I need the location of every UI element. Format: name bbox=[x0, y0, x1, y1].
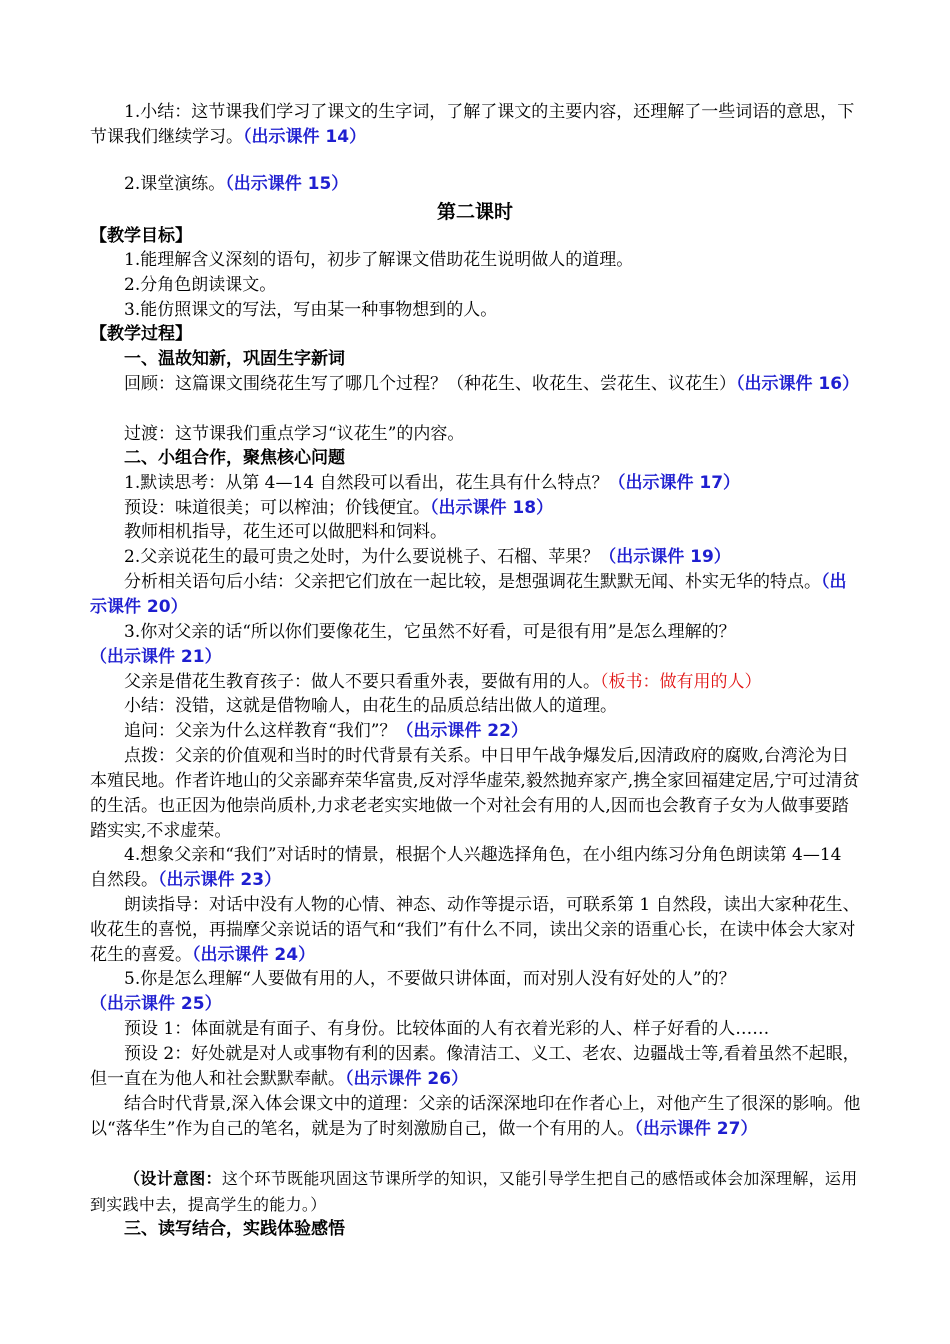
question-text: 5.你是怎么理解“人要做有用的人，不要做只讲体面，而对别人没有好处的人”的？ bbox=[124, 969, 736, 989]
preset-paragraph bbox=[90, 496, 862, 521]
context-text: 结合时代背景,深入体会课文中的道理：父亲的话深深地印在作者心上，对他产生了很深的影响。他以“落华生”作为自己的笔名，就是为了时刻激励自己，做一个有用的人。 bbox=[90, 1094, 861, 1139]
roleplay-text: 4.想象父亲和“我们”对话时的情景，根据个人兴趣选择角色，在小组内练习分角色朗读第 4—14 自然段。 bbox=[90, 845, 842, 890]
explanation-paragraph bbox=[90, 670, 862, 695]
design-intent-paragraph bbox=[90, 1166, 862, 1218]
preset-text: 预设 2：好处就是对人或事物有利的因素。像清洁工、义工、老农、边疆战士等,看着虽然不起眼，但一直在为他人和社会默默奉献。 bbox=[90, 1044, 860, 1089]
design-intent-text: 这个环节既能巩固这节课所学的知识，又能引导学生把自己的感悟或体会加深理解，运用到实践中去，提高学生的能力。） bbox=[90, 1169, 858, 1214]
summary-paragraph bbox=[90, 100, 862, 150]
analysis-text: 分析相关语句后小结：父亲把它们放在一起比较，是想强调花生默默无闻、朴实无华的特点。 bbox=[124, 572, 821, 592]
question-paragraph bbox=[90, 545, 862, 570]
courseware-ref: （出示课件 26） bbox=[345, 1069, 469, 1089]
board-note: （板书：做有用的人） bbox=[600, 672, 762, 692]
section-heading: 二、小组合作，聚焦核心问题 bbox=[124, 448, 345, 468]
courseware-ref: （出示课件 16） bbox=[736, 374, 860, 394]
preset-text: 预设：味道很美；可以榨油；价钱便宜。 bbox=[124, 498, 430, 518]
context-paragraph bbox=[90, 1092, 862, 1142]
guidance-paragraph: 教师相机指导，花生还可以做肥料和饲料。 bbox=[124, 522, 447, 542]
question-paragraph bbox=[90, 471, 862, 496]
question-paragraph bbox=[90, 620, 862, 670]
courseware-ref: （出示课件 14） bbox=[243, 127, 367, 147]
goal-item: 1.能理解含义深刻的语句，初步了解课文借助花生说明做人的道理。 bbox=[124, 250, 634, 270]
process-heading: 【教学过程】 bbox=[90, 324, 192, 344]
transition-paragraph: 过渡：这节课我们重点学习“议花生”的内容。 bbox=[124, 424, 465, 444]
reading-guide-text: 朗读指导：对话中没有人物的心情、神态、动作等提示语，可联系第 1 自然段，读出大家种花生、收花生的喜悦，再揣摩父亲说话的语气和“我们”有什么不同，读出父亲的语重心长，在读中体会大家对花生的喜爱。 bbox=[90, 895, 860, 965]
courseware-ref: （出示课件 19） bbox=[599, 547, 731, 567]
question-paragraph bbox=[90, 967, 862, 1017]
courseware-ref: （出示课件 17） bbox=[608, 473, 741, 493]
reading-guide-paragraph bbox=[90, 893, 862, 968]
explanation-text: 父亲是借花生教育孩子：做人不要只看重外表，要做有用的人。 bbox=[124, 672, 600, 692]
analysis-paragraph bbox=[90, 570, 862, 620]
practice-text: 2.课堂演练。 bbox=[124, 174, 226, 194]
courseware-ref: （出示课件 24） bbox=[192, 945, 316, 965]
goal-item: 2.分角色朗读课文。 bbox=[124, 275, 277, 295]
section-heading: 三、读写结合，实践体验感悟 bbox=[124, 1219, 345, 1239]
courseware-ref: （出示课件 21） bbox=[90, 647, 222, 667]
summary-paragraph: 小结：没错，这就是借物喻人，由花生的品质总结出做人的道理。 bbox=[124, 696, 617, 716]
review-paragraph bbox=[90, 372, 862, 397]
courseware-ref: （出示课件 27） bbox=[634, 1119, 758, 1139]
courseware-ref: （出示课件 22） bbox=[396, 721, 528, 741]
followup-paragraph bbox=[90, 719, 862, 744]
roleplay-paragraph bbox=[90, 843, 862, 893]
courseware-ref: （出示课件 20） bbox=[90, 572, 847, 617]
practice-paragraph bbox=[90, 172, 862, 197]
insight-paragraph: 点拨：父亲的价值观和当时的时代背景有关系。中日甲午战争爆发后,因清政府的腐败,台湾沦为日本殖民地。作者许地山的父亲鄙弃荣华富贵,反对浮华虚荣,毅然抛弃家产,携全家回福建定居,宁可过清贫的生活。也正因为他崇尚质朴,力求老老实实地做一个对社会有用的人,因而也会教育子女为人做事要踏踏实实,不求虚荣。 bbox=[90, 746, 860, 841]
section-heading: 一、温故知新，巩固生字新词 bbox=[124, 349, 345, 369]
courseware-ref: （出示课件 23） bbox=[158, 870, 282, 890]
courseware-ref: （出示课件 25） bbox=[90, 994, 222, 1014]
review-text: 回顾：这篇课文围绕花生写了哪几个过程？（种花生、收花生、尝花生、议花生） bbox=[124, 374, 736, 394]
goal-item: 3.能仿照课文的写法，写由某一种事物想到的人。 bbox=[124, 300, 498, 320]
summary-text: 1.小结：这节课我们学习了课文的生字词，了解了课文的主要内容，还理解了一些词语的意思，下节课我们继续学习。 bbox=[90, 102, 855, 147]
followup-text: 追问：父亲为什么这样教育“我们”？ bbox=[124, 721, 397, 741]
preset-paragraph: 预设 1：体面就是有面子、有身份。比较体面的人有衣着光彩的人、样子好看的人…… bbox=[124, 1019, 770, 1039]
courseware-ref: （出示课件 15） bbox=[225, 174, 349, 194]
question-text: 1.默读思考：从第 4—14 自然段可以看出，花生具有什么特点？ bbox=[124, 473, 609, 493]
preset-paragraph bbox=[90, 1042, 862, 1092]
question-text: 2.父亲说花生的最可贵之处时，为什么要说桃子、石榴、苹果？ bbox=[124, 547, 600, 567]
lesson-title: 第二课时 bbox=[436, 201, 513, 223]
design-intent-label: （设计意图： bbox=[124, 1169, 222, 1188]
question-text: 3.你对父亲的话“所以你们要像花生，它虽然不好看，可是很有用”是怎么理解的？ bbox=[124, 622, 736, 642]
courseware-ref: （出示课件 18） bbox=[430, 498, 554, 518]
goals-heading: 【教学目标】 bbox=[90, 226, 192, 246]
